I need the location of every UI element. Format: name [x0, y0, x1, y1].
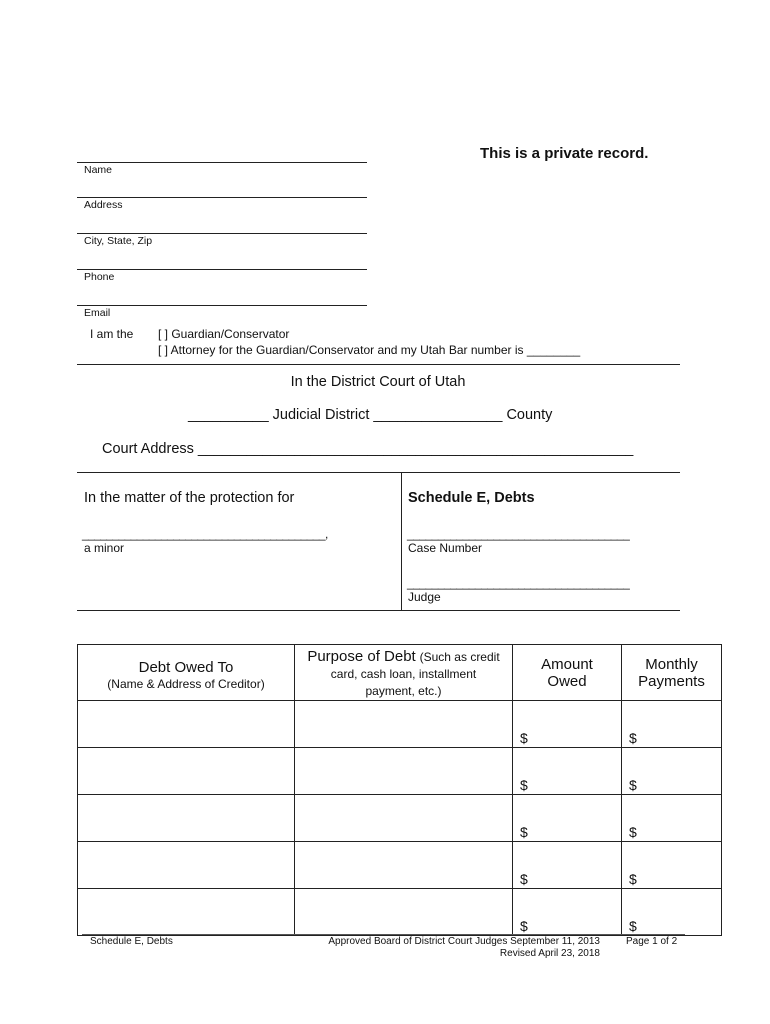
name-line[interactable]: [77, 162, 367, 163]
matter-heading: In the matter of the protection for: [84, 490, 295, 506]
purpose-cell[interactable]: [295, 842, 513, 889]
amount-owed-cell[interactable]: [513, 795, 622, 842]
dollar-sign: $: [520, 918, 528, 934]
monthly-payment-cell[interactable]: [622, 795, 722, 842]
amount-owed-cell[interactable]: [513, 701, 622, 748]
phone-line[interactable]: [77, 269, 367, 270]
name-label: Name: [84, 164, 113, 176]
caption-top-line: [77, 472, 680, 473]
amount-owed-cell[interactable]: [513, 748, 622, 795]
email-line[interactable]: [77, 305, 367, 306]
footer-form-name: Schedule E, Debts: [90, 936, 173, 947]
dollar-sign: $: [629, 918, 637, 934]
dollar-sign: $: [520, 730, 528, 746]
debt-owed-to-title: Debt Owed To: [138, 658, 234, 676]
minor-label: a minor: [84, 541, 125, 555]
case-number-line[interactable]: ____________________________________: [407, 527, 630, 541]
amount-owed-cell[interactable]: [513, 842, 622, 889]
purpose-cell[interactable]: [295, 748, 513, 795]
monthly-payment-cell[interactable]: [622, 842, 722, 889]
table-row: [78, 842, 722, 889]
footer-rule: [82, 934, 685, 935]
court-name: In the District Court of Utah: [290, 374, 466, 390]
attorney-option[interactable]: [ ] Attorney for the Guardian/Conservator and my Utah Bar number is ________: [158, 343, 581, 357]
purpose-cell[interactable]: [295, 795, 513, 842]
debt-owed-to-header: [78, 645, 295, 701]
table-row: [78, 701, 722, 748]
creditor-cell[interactable]: [78, 889, 295, 936]
debts-table: [77, 644, 722, 936]
judge-label: Judge: [408, 590, 441, 604]
monthly-payment-cell[interactable]: [622, 889, 722, 936]
judicial-district-line[interactable]: __________ Judicial District ________________ County: [188, 407, 553, 423]
caption-bottom-line: [77, 610, 680, 611]
phone-label: Phone: [84, 271, 115, 283]
amount-owed-header: [513, 645, 622, 701]
dollar-sign: $: [520, 824, 528, 840]
court-address-line[interactable]: Court Address ______________________________________________________: [102, 441, 634, 457]
monthly-payments-line1: Monthly: [645, 655, 698, 673]
address-line[interactable]: [77, 197, 367, 198]
amount-owed-line2: Owed: [547, 672, 587, 690]
creditor-cell[interactable]: [78, 795, 295, 842]
amount-owed-line1: Amount: [541, 655, 593, 673]
debt-owed-to-subtitle: (Name & Address of Creditor): [107, 676, 265, 691]
judge-line[interactable]: ____________________________________: [407, 576, 630, 590]
footer-approval: [300, 936, 600, 960]
purpose-title: Purpose of Debt: [307, 647, 416, 665]
email-label: Email: [84, 307, 111, 319]
caption-divider: [401, 472, 402, 610]
city-state-zip-label: City, State, Zip: [84, 235, 153, 247]
table-header-row: [78, 645, 722, 701]
section-divider: [77, 364, 680, 365]
creditor-cell[interactable]: [78, 701, 295, 748]
monthly-payments-line2: Payments: [638, 672, 705, 690]
purpose-cell[interactable]: [295, 889, 513, 936]
dollar-sign: $: [629, 871, 637, 887]
monthly-payment-cell[interactable]: [622, 701, 722, 748]
guardian-option[interactable]: [ ] Guardian/Conservator: [158, 327, 290, 341]
dollar-sign: $: [629, 730, 637, 746]
city-state-zip-line[interactable]: [77, 233, 367, 234]
monthly-payment-cell[interactable]: [622, 748, 722, 795]
amount-owed-cell[interactable]: [513, 889, 622, 936]
creditor-cell[interactable]: [78, 842, 295, 889]
dollar-sign: $: [629, 824, 637, 840]
address-label: Address: [84, 199, 123, 211]
purpose-cell[interactable]: [295, 701, 513, 748]
dollar-sign: $: [520, 871, 528, 887]
table-row: [78, 748, 722, 795]
dollar-sign: $: [629, 777, 637, 793]
i-am-the-label: I am the: [90, 327, 134, 341]
footer-revised-date: Revised April 23, 2018: [499, 948, 600, 959]
creditor-cell[interactable]: [78, 748, 295, 795]
purpose-title-note: (Such as credit: [419, 649, 500, 664]
document-title: Schedule E, Debts: [408, 490, 535, 506]
table-row: [78, 795, 722, 842]
footer-approved-date: Approved Board of District Court Judges September 11, 2013: [328, 936, 600, 947]
footer-page-number: Page 1 of 2: [626, 936, 678, 947]
purpose-subtitle: card, cash loan, installment payment, etc.): [330, 666, 477, 698]
private-record-notice: This is a private record.: [480, 145, 649, 162]
purpose-header: [295, 645, 513, 701]
dollar-sign: $: [520, 777, 528, 793]
monthly-payments-header: [622, 645, 722, 701]
case-number-label: Case Number: [408, 541, 483, 555]
table-row: [78, 889, 722, 936]
minor-name-line[interactable]: ________________________________________,: [82, 527, 328, 541]
